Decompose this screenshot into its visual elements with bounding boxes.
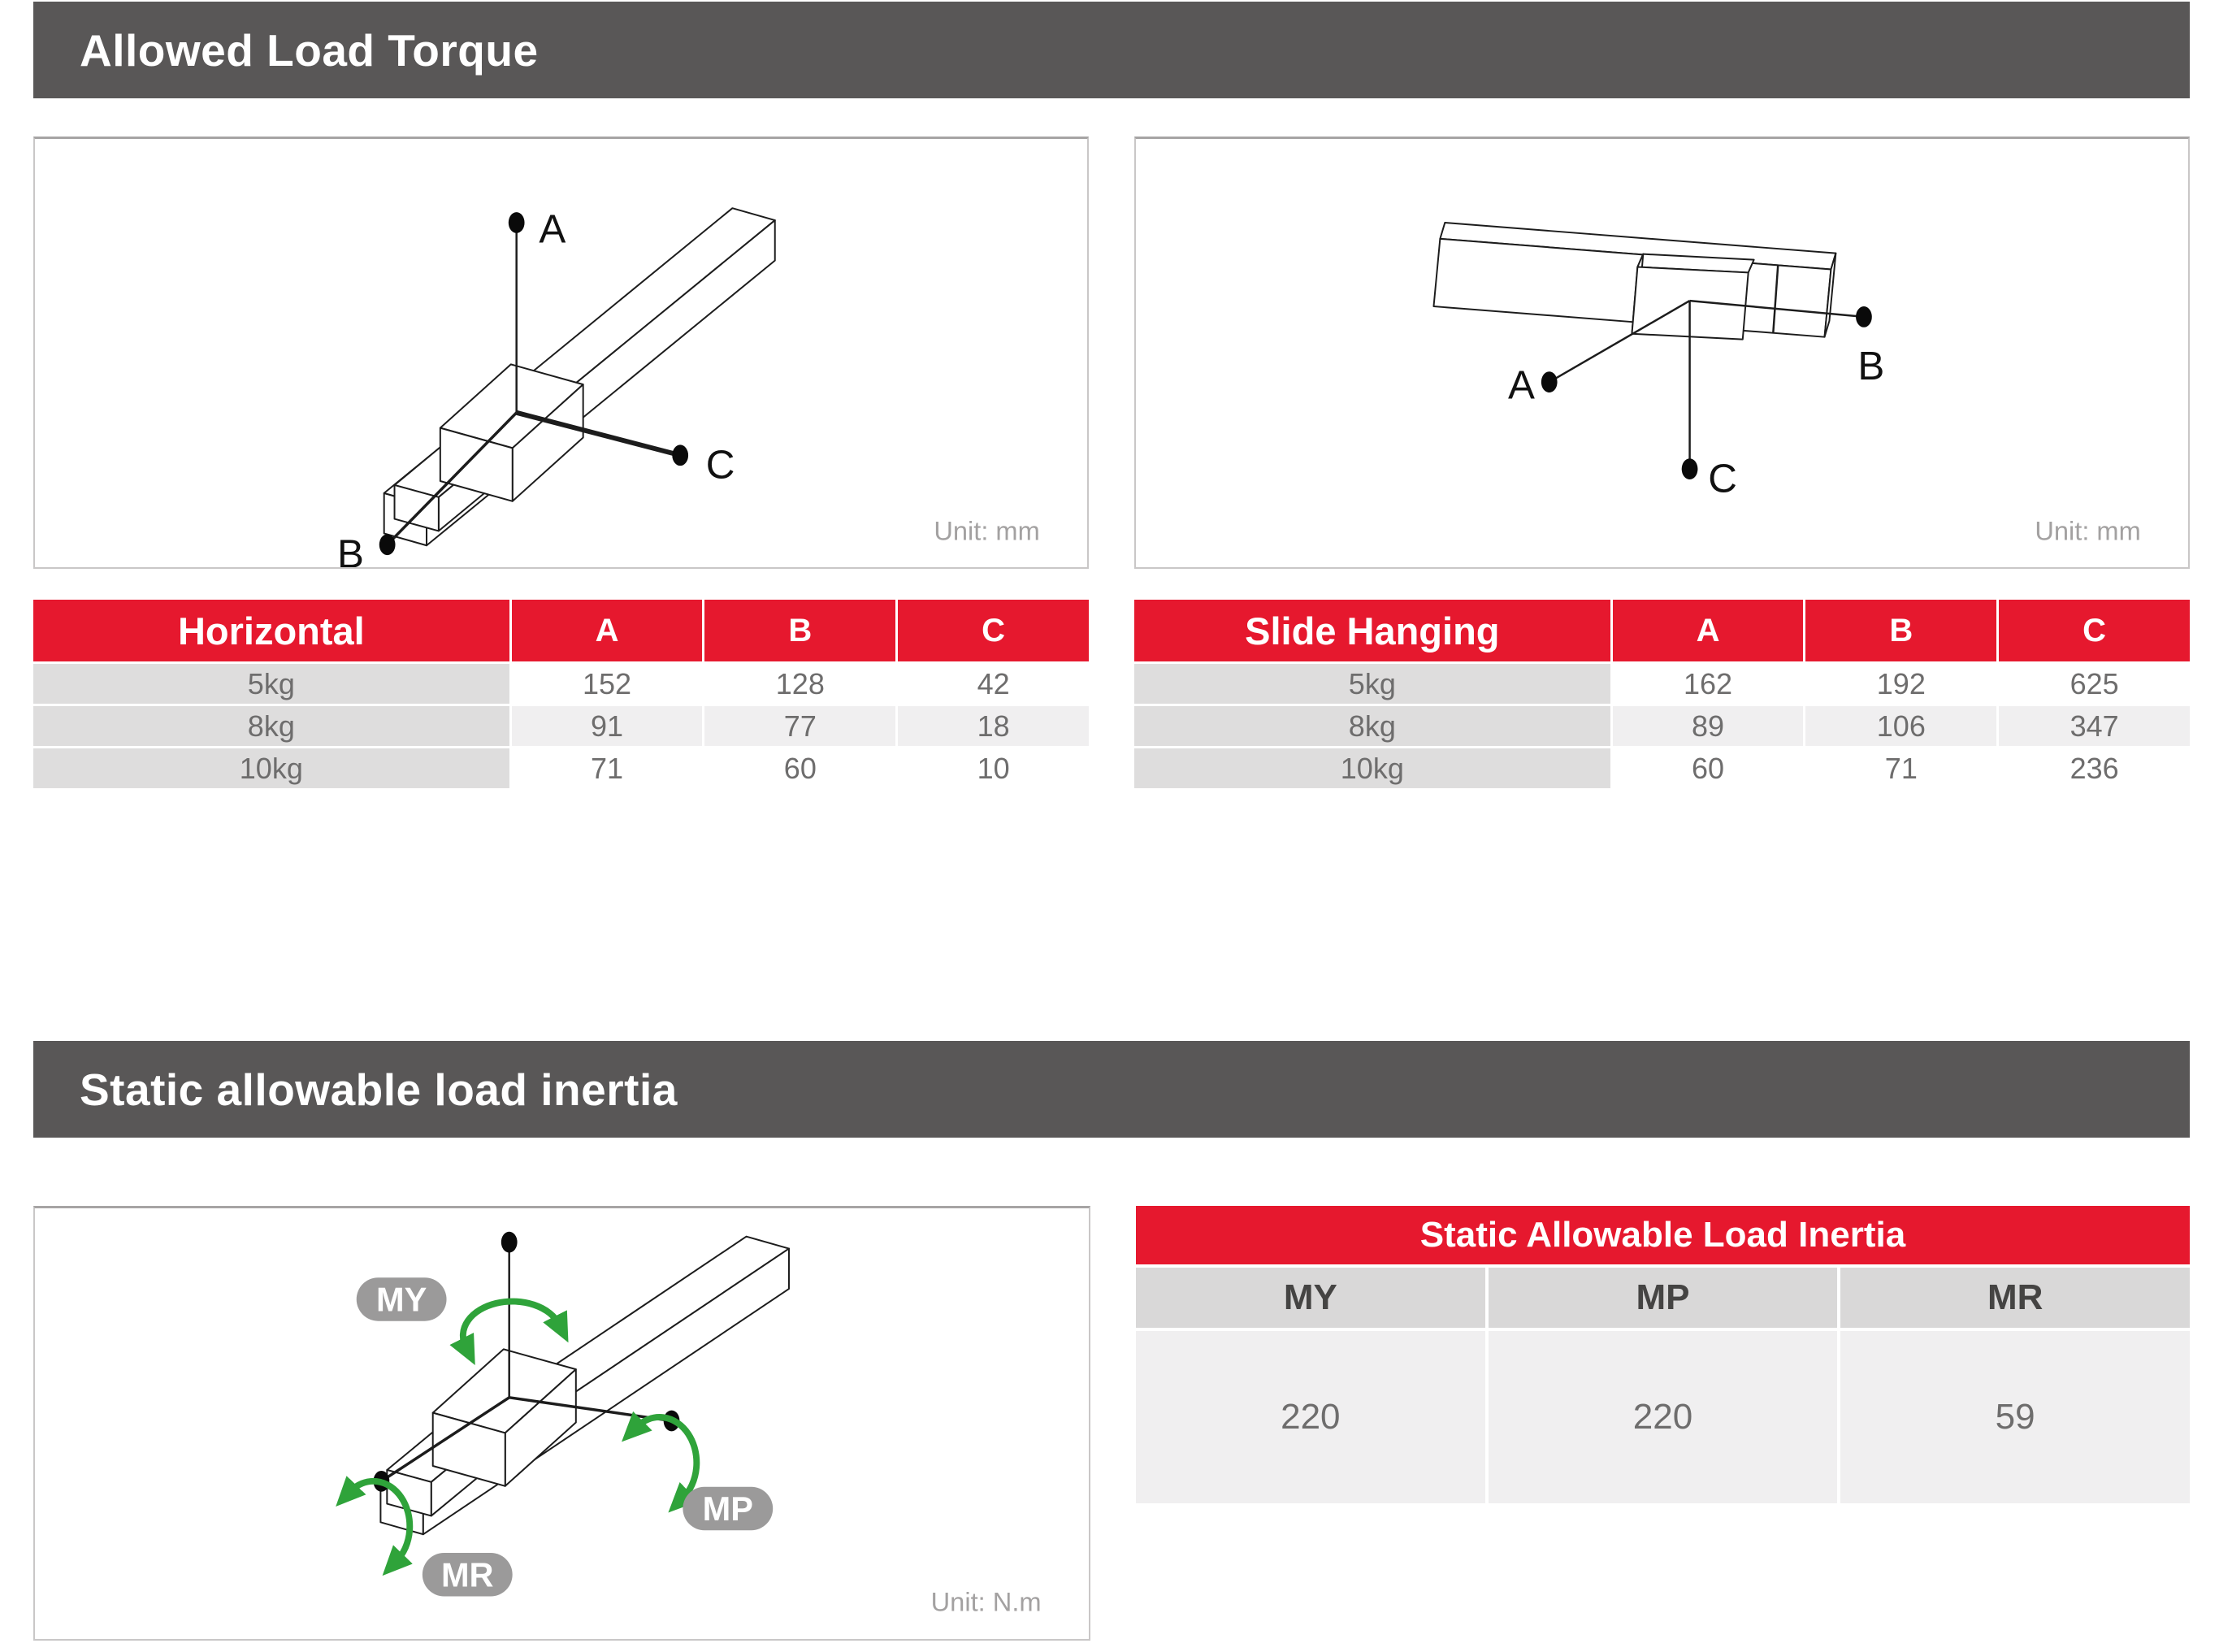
- table-value: 152: [512, 664, 703, 704]
- table-value: 192: [1805, 664, 1996, 704]
- axis-b-label: B: [337, 531, 364, 567]
- column-header-c: C: [1999, 600, 2190, 661]
- table-value: 71: [512, 748, 703, 788]
- table-value: 128: [704, 664, 895, 704]
- table-value: 10: [898, 748, 1089, 788]
- axis-a-label: A: [539, 206, 566, 252]
- unit-label: Unit: mm: [934, 515, 1040, 546]
- column-header-c: C: [898, 600, 1089, 661]
- my-rotation-arrow: [463, 1302, 559, 1347]
- row-label: 5kg: [1134, 664, 1610, 704]
- row-label: 8kg: [33, 706, 509, 746]
- section-header-static-load-inertia: [33, 1041, 2190, 1138]
- slide-hanging-diagram-panel: [1134, 137, 2190, 569]
- table-value: 60: [704, 748, 895, 788]
- slider-carriage: [440, 364, 583, 501]
- column-header-a: A: [512, 600, 703, 661]
- slide-hanging-diagram: [1136, 139, 2188, 567]
- column-header-a: A: [1613, 600, 1804, 661]
- slider-carriage: [1632, 254, 1753, 340]
- table-value: 60: [1613, 748, 1804, 788]
- column-header-mr: MR: [1840, 1268, 2190, 1328]
- table-value: 220: [1136, 1331, 1485, 1503]
- table-value: 236: [1999, 748, 2190, 788]
- horizontal-mount-diagram-panel: [33, 137, 1089, 569]
- row-label: 5kg: [33, 664, 509, 704]
- mr-badge: [423, 1553, 513, 1596]
- slider-carriage: [433, 1349, 576, 1485]
- table-title-cell: Static Allowable Load Inertia: [1136, 1206, 2190, 1264]
- static-allowable-load-inertia-table: [1136, 1206, 2190, 1503]
- column-header-mp: MP: [1489, 1268, 1838, 1328]
- axis-a-dot: [1541, 371, 1558, 392]
- unit-label: Unit: N.m: [930, 1586, 1042, 1617]
- mp-badge: [683, 1487, 773, 1530]
- moment-diagram: [35, 1208, 1089, 1639]
- my-badge: [357, 1277, 447, 1320]
- axis-c-dot: [672, 444, 688, 466]
- axis-b-dot: [1856, 306, 1872, 327]
- table-value: 162: [1613, 664, 1804, 704]
- unit-label: Unit: mm: [2035, 515, 2141, 546]
- my-badge-label: MY: [375, 1280, 427, 1319]
- column-header-b: B: [1805, 600, 1996, 661]
- column-header-my: MY: [1136, 1268, 1485, 1328]
- section-title: Allowed Load Torque: [80, 24, 539, 76]
- table-value: 91: [512, 706, 703, 746]
- section-title: Static allowable load inertia: [80, 1064, 678, 1115]
- table-value: 42: [898, 664, 1089, 704]
- axis-c-dot: [1682, 458, 1698, 479]
- table-value: 89: [1613, 706, 1804, 746]
- axis-c-label: C: [1708, 456, 1737, 501]
- axis-b-dot: [379, 534, 396, 555]
- table-value: 18: [898, 706, 1089, 746]
- table-title-cell: Slide Hanging: [1134, 600, 1610, 661]
- table-value: 71: [1805, 748, 1996, 788]
- moment-diagram-panel: [33, 1206, 1090, 1641]
- inertia-row: [33, 1206, 2190, 1641]
- horizontal-table: [33, 600, 1089, 788]
- torque-tables-row: [33, 600, 2190, 788]
- section-header-allowed-load-torque: [33, 2, 2190, 98]
- row-label: 10kg: [33, 748, 509, 788]
- horizontal-mount-diagram: [35, 139, 1087, 567]
- table-value: 347: [1999, 706, 2190, 746]
- yaw-axis-dot: [501, 1232, 518, 1253]
- row-label: 8kg: [1134, 706, 1610, 746]
- axis-a-label: A: [1507, 362, 1535, 408]
- column-header-b: B: [704, 600, 895, 661]
- inertia-table-wrap: [1136, 1206, 2190, 1641]
- row-label: 10kg: [1134, 748, 1610, 788]
- axis-c-label: C: [705, 442, 735, 488]
- table-value: 59: [1840, 1331, 2190, 1503]
- table-value: 106: [1805, 706, 1996, 746]
- slide-hanging-table: [1134, 600, 2190, 788]
- mr-badge-label: MR: [440, 1555, 494, 1594]
- mp-rotation-arrow: [636, 1417, 696, 1498]
- table-value: 77: [704, 706, 895, 746]
- torque-diagram-row: [33, 137, 2190, 569]
- axis-a-dot: [509, 212, 525, 233]
- table-title-cell: Horizontal: [33, 600, 509, 661]
- table-value: 220: [1489, 1331, 1838, 1503]
- axis-b-label: B: [1857, 343, 1885, 388]
- mp-badge-label: MP: [702, 1489, 753, 1528]
- table-value: 625: [1999, 664, 2190, 704]
